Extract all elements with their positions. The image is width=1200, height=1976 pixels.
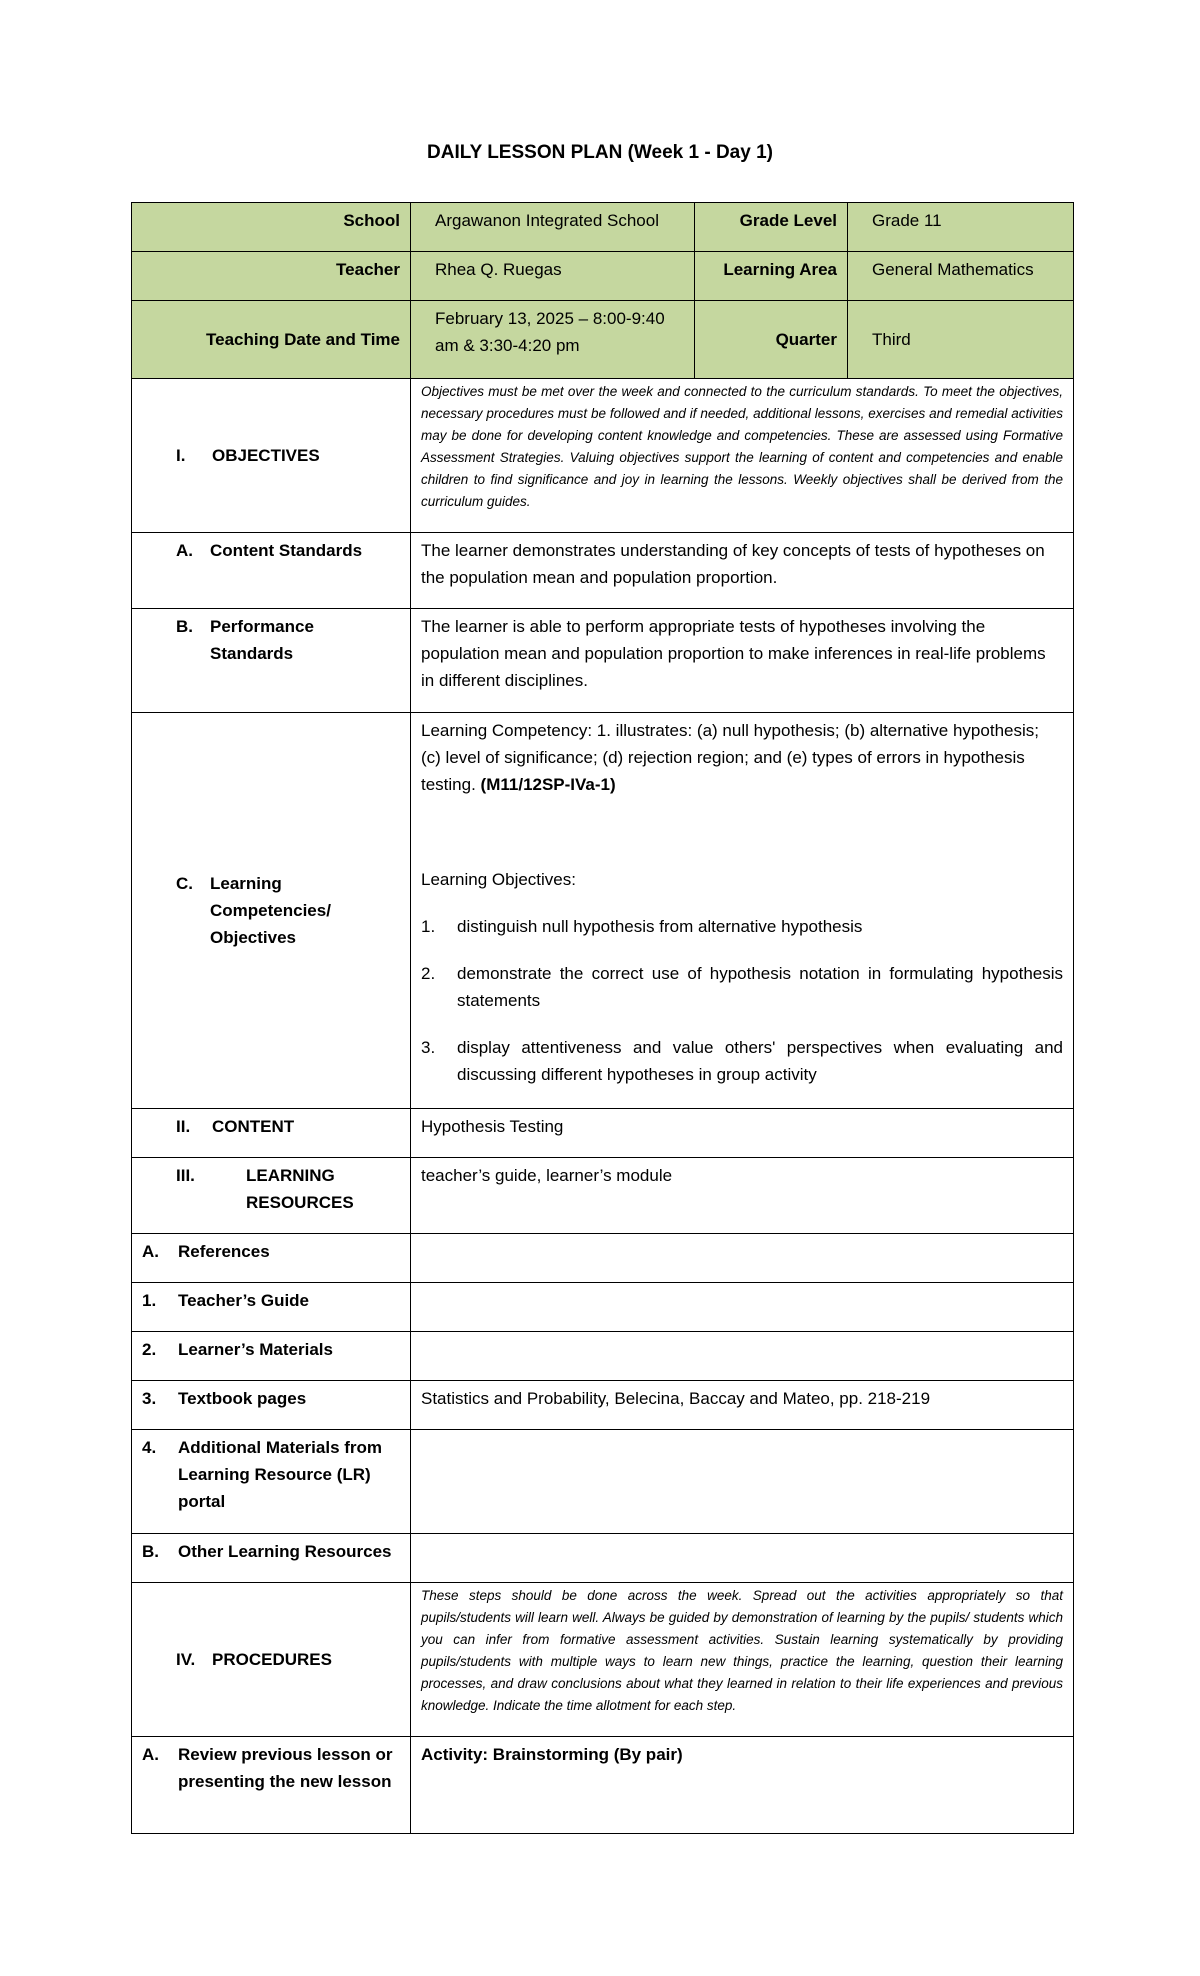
additional-materials-heading xyxy=(142,1434,400,1515)
content-row xyxy=(132,1109,1074,1158)
references-label: References xyxy=(178,1242,270,1261)
references-row xyxy=(132,1234,1074,1283)
header-row-date xyxy=(132,301,1074,379)
textbook-label: Textbook pages xyxy=(178,1389,307,1408)
objectives-roman: I. xyxy=(176,446,186,465)
teacher-value: Rhea Q. Ruegas xyxy=(411,252,695,301)
objectives-note: Objectives must be met over the week and connected to the curriculum standards. To meet the objectives, necessary procedures must be followed and if needed, additional lessons, exercises and remedial activities may be done for developing content knowledge and competencies. These are assessed using Formative Assessment Strategies. Valuing objectives support the learning of content and competencies and enable children to find significance and joy in learning the lessons. Weekly objectives shall be derived from the curriculum guides. xyxy=(421,384,1063,509)
references-letter: A. xyxy=(142,1242,159,1261)
additional-materials-number: 4. xyxy=(142,1438,157,1457)
learning-area-label: Learning Area xyxy=(695,252,848,301)
content-heading xyxy=(132,1109,411,1158)
learning-objectives-heading: Learning Objectives: xyxy=(421,870,576,889)
review-letter: A. xyxy=(142,1745,159,1764)
learning-resources-row xyxy=(132,1158,1074,1234)
learning-area-value: General Mathematics xyxy=(848,252,1074,301)
other-resources-letter: B. xyxy=(142,1542,159,1561)
references-value xyxy=(411,1234,1074,1283)
additional-materials-value xyxy=(411,1430,1074,1534)
learning-objective-item: 1. distinguish null hypothesis from alternative hypothesis xyxy=(421,917,863,936)
learning-competency-code: (M11/12SP-IVa-1) xyxy=(480,775,616,794)
page-title: DAILY LESSON PLAN (Week 1 - Day 1) xyxy=(427,142,773,163)
review-value: Activity: Brainstorming (By pair) xyxy=(411,1737,1074,1834)
learning-resources-value: teacher’s guide, learner’s module xyxy=(411,1158,1074,1234)
learners-materials-value xyxy=(411,1332,1074,1381)
teachers-guide-number: 1. xyxy=(142,1291,157,1310)
learning-resources-roman: III. xyxy=(176,1166,195,1185)
header-row-teacher xyxy=(132,252,1074,301)
content-roman: II. xyxy=(176,1117,191,1136)
teachers-guide-label: Teacher’s Guide xyxy=(178,1291,310,1310)
learning-objective-item: 3. display attentiveness and value others' perspectives when evaluating and discussing different hypotheses in group activity xyxy=(421,1038,1063,1084)
content-standards-heading xyxy=(142,537,400,564)
performance-standards-heading xyxy=(142,613,400,667)
learning-objectives-list xyxy=(421,913,1063,1088)
review-row xyxy=(132,1737,1074,1834)
teaching-date-value: February 13, 2025 – 8:00-9:40 am & 3:30-4:20 pm xyxy=(411,301,695,379)
content-standards-label: Content Standards xyxy=(210,541,363,560)
other-resources-value xyxy=(411,1534,1074,1583)
learning-competency xyxy=(421,717,1063,798)
teaching-date-label: Teaching Date and Time xyxy=(132,301,411,379)
learning-objective-item: 2. demonstrate the correct use of hypothesis notation in formulating hypothesis statements xyxy=(421,964,1063,1010)
textbook-number: 3. xyxy=(142,1389,157,1408)
additional-materials-row xyxy=(132,1430,1074,1534)
school-value: Argawanon Integrated School xyxy=(411,203,695,252)
content-standards-letter: A. xyxy=(176,541,193,560)
content-standards-row xyxy=(132,533,1074,609)
textbook-heading xyxy=(142,1385,400,1412)
header-row-school xyxy=(132,203,1074,252)
objectives-heading xyxy=(132,379,411,533)
performance-standards-row xyxy=(132,609,1074,713)
learning-resources-heading xyxy=(142,1162,400,1216)
learners-materials-row xyxy=(132,1332,1074,1381)
review-label: Review previous lesson or presenting the new lesson xyxy=(178,1745,393,1791)
lesson-plan-table xyxy=(131,202,1074,1834)
performance-standards-letter: B. xyxy=(176,617,193,636)
procedures-note: These steps should be done across the week. Spread out the activities appropriately so that pupils/students will learn well. Always be guided by demonstration of learning by the pupils/ students which you can infer from formative assessment activities. Sustain learning systematically by providing pupils/students with multiple ways to learn new things, practice the learning, question their learning processes, and draw conclusions about what they learned in relation to their life experiences and previous knowledge. Indicate the time allotment for each step. xyxy=(421,1588,1063,1713)
additional-materials-label: Additional Materials from Learning Resource (LR) portal xyxy=(178,1438,383,1511)
teachers-guide-heading xyxy=(142,1287,400,1314)
grade-level-value: Grade 11 xyxy=(848,203,1074,252)
textbook-value: Statistics and Probability, Belecina, Baccay and Mateo, pp. 218-219 xyxy=(411,1381,1074,1430)
learning-resources-label: LEARNING RESOURCES xyxy=(246,1166,354,1212)
procedures-roman: IV. xyxy=(176,1650,196,1669)
content-value: Hypothesis Testing xyxy=(411,1109,1074,1158)
grade-level-label: Grade Level xyxy=(695,203,848,252)
quarter-label: Quarter xyxy=(695,301,848,379)
competencies-heading xyxy=(142,870,400,951)
competencies-row xyxy=(132,713,1074,1109)
competencies-letter: C. xyxy=(176,874,193,893)
objectives-row xyxy=(132,379,1074,533)
procedures-row xyxy=(132,1583,1074,1737)
learners-materials-heading xyxy=(142,1336,400,1363)
school-label: School xyxy=(132,203,411,252)
textbook-row xyxy=(132,1381,1074,1430)
teachers-guide-value xyxy=(411,1283,1074,1332)
learners-materials-label: Learner’s Materials xyxy=(178,1340,333,1359)
learners-materials-number: 2. xyxy=(142,1340,157,1359)
teacher-label: Teacher xyxy=(132,252,411,301)
performance-standards-label: Performance Standards xyxy=(210,617,314,663)
learning-competency-text: Learning Competency: 1. illustrates: (a) null hypothesis; (b) alternative hypothesis; (c) level of significance; (d) rejection region; and (e) types of errors in hypothesis testing. xyxy=(421,721,1039,794)
other-resources-label: Other Learning Resources xyxy=(178,1542,392,1561)
other-resources-heading xyxy=(142,1538,400,1565)
objectives-label: OBJECTIVES xyxy=(212,446,320,465)
content-standards-value: The learner demonstrates understanding of key concepts of tests of hypotheses on the population mean and population proportion. xyxy=(411,533,1074,609)
competencies-label: Learning Competencies/ Objectives xyxy=(210,874,331,947)
references-heading xyxy=(142,1238,400,1265)
procedures-heading xyxy=(132,1583,411,1737)
content-label: CONTENT xyxy=(212,1117,295,1136)
quarter-value: Third xyxy=(848,301,1074,379)
procedures-label: PROCEDURES xyxy=(212,1650,332,1669)
teachers-guide-row xyxy=(132,1283,1074,1332)
performance-standards-value: The learner is able to perform appropriate tests of hypotheses involving the population mean and population proportion to make inferences in real-life problems in different disciplines. xyxy=(411,609,1074,713)
review-heading xyxy=(142,1741,400,1795)
other-resources-row xyxy=(132,1534,1074,1583)
